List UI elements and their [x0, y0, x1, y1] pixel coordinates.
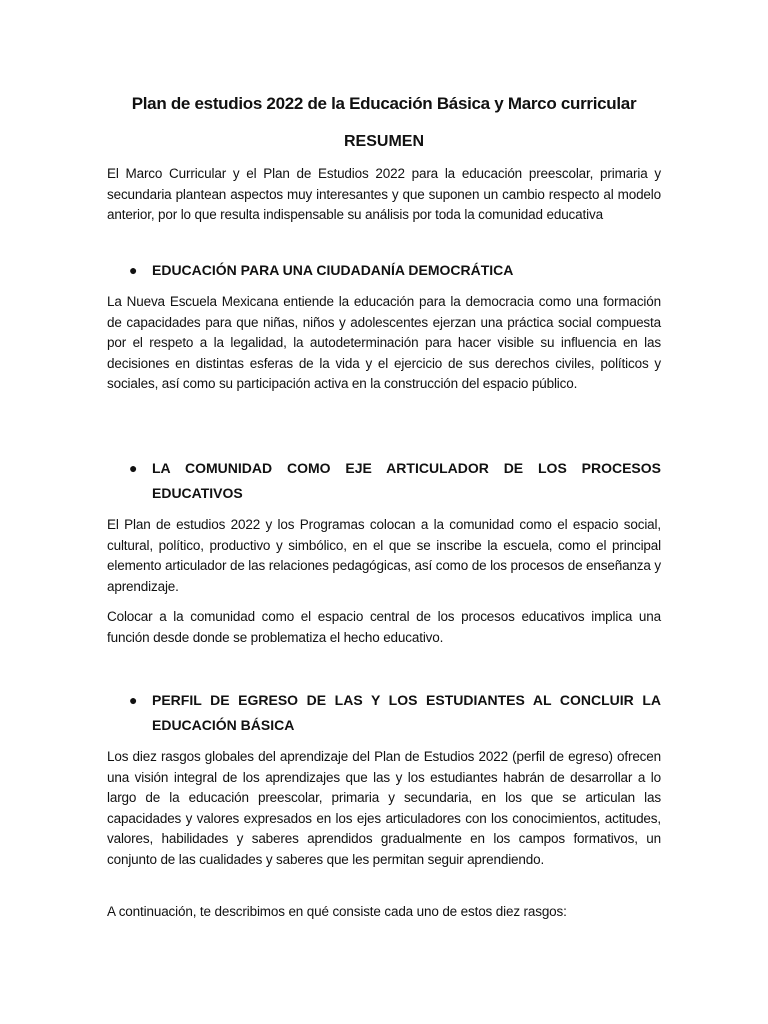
- section-heading-text: PERFIL DE EGRESO DE LAS Y LOS ESTUDIANTES AL CONCLUIR LA EDUCACIÓN BÁSICA: [152, 692, 661, 733]
- section-heading-text: LA COMUNIDAD COMO EJE ARTICULADOR DE LOS PROCESOS EDUCATIVOS: [152, 460, 661, 501]
- document-subtitle: RESUMEN: [343, 133, 424, 150]
- intro-paragraph: El Marco Curricular y el Plan de Estudios 2022 para la educación preescolar, primaria y secundaria plantean aspectos muy interesantes y que suponen un cambio respecto al modelo anterior, por lo que resulta indispensable su análisis por toda la comunidad educativa: [107, 166, 661, 223]
- section-paragraph: El Plan de estudios 2022 y los Programas colocan a la comunidad como el espacio social, cultural, político, productivo y simbólico, en el que se inscribe la escuela, como el principal elemento articulador de las relaciones pedagógicas, así como de los procesos de enseñanza y aprendizaje.: [107, 517, 661, 594]
- section-paragraph: Los diez rasgos globales del aprendizaje del Plan de Estudios 2022 (perfil de egreso) ofrecen una visión integral de los aprendizajes que las y los estudiantes habrán de desarrollar a lo largo de la educación preescolar, primaria y secundaria, en los que se articulan las capacidades y valores expresados en los ejes articuladores con los conocimientos, actitudes, valores, habilidades y saberes aprendidos gradualmente en los campos formativos, un conjunto de las cualidades y saberes que les permitan seguir aprendiendo.: [107, 749, 661, 867]
- section-paragraph: La Nueva Escuela Mexicana entiende la educación para la democracia como una formación de capacidades para que niñas, niños y adolescentes ejerzan una práctica social compuesta por el respeto a la legalidad, la autodeterminación para hacer visible su influencia en las decisiones en distintas esferas de la vida y el ejercicio de sus derechos civiles, políticos y sociales, así como su participación activa en la construcción del espacio público.: [107, 294, 661, 392]
- section-paragraph: Colocar a la comunidad como el espacio central de los procesos educativos implica una función desde donde se problematiza el hecho educativo.: [107, 609, 661, 645]
- bullet-icon: ●: [129, 460, 138, 476]
- document-title: Plan de estudios 2022 de la Educación Básica y Marco curricular: [131, 94, 637, 113]
- section-heading-perfil-egreso: [107, 688, 661, 738]
- bullet-icon: ●: [129, 692, 138, 708]
- section-paragraph: A continuación, te describimos en qué consiste cada uno de estos diez rasgos:: [107, 904, 567, 919]
- section-heading-ciudadania: [107, 258, 661, 283]
- section-heading-text: EDUCACIÓN PARA UNA CIUDADANÍA DEMOCRÁTICA: [152, 262, 514, 278]
- document-page: [107, 0, 661, 1024]
- section-heading-comunidad: [107, 456, 661, 506]
- bullet-icon: ●: [129, 262, 138, 278]
